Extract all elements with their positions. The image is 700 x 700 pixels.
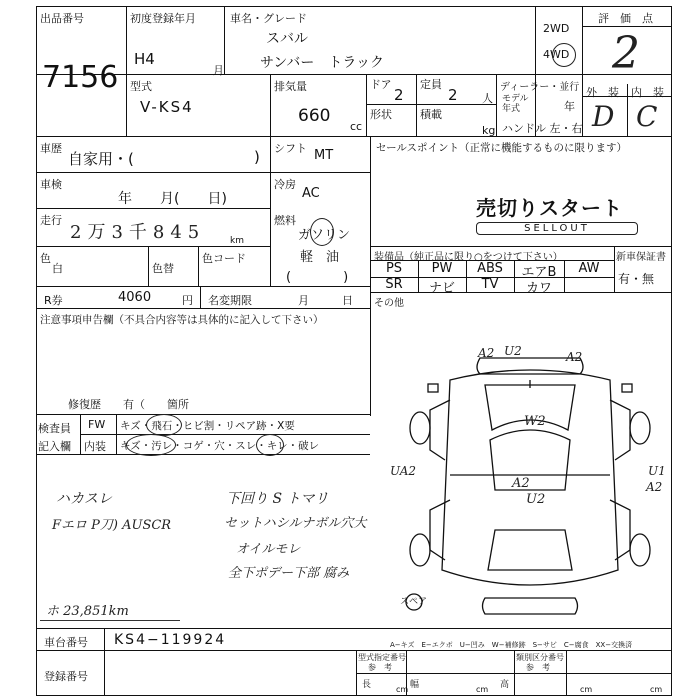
equipment-label: 装備品（純正品に限り○をつけて下さい） (374, 252, 563, 263)
chassis-value: KS4−119924 (114, 632, 227, 648)
interior-label: 内 装 (631, 86, 664, 99)
other-label: その他 (374, 298, 404, 309)
interior-wear-circle (256, 434, 284, 456)
diagram-mark-a2-front-left: A2 (478, 346, 495, 360)
damage-legend: A−キズ E−エクボ U−凹み W−補修跡 S−サビ C−腐食 XX−交換済 (390, 641, 633, 649)
car-damage-diagram (390, 340, 670, 625)
ref-label-2: 参 考 (526, 663, 550, 672)
lot-number: 7156 (42, 60, 119, 95)
handwritten-note-1: ハカスレ (56, 491, 112, 507)
height-label: 高 (500, 680, 510, 690)
notes-label: 注意事項申告欄（不具合内容等は具体的に記入して下さい） (40, 314, 324, 326)
equipment-ps: PS (385, 261, 403, 276)
capacity-label: 定員 (420, 78, 442, 91)
fuel-diesel: 軽 油 (300, 250, 340, 265)
capacity-value: 2 (448, 86, 458, 104)
warranty-value: 有・無 (618, 272, 655, 286)
sellout-stamp-main: 売切りスタート (476, 196, 623, 220)
displacement-unit: cc (350, 120, 363, 133)
displacement-label: 排気量 (274, 80, 307, 93)
yen-unit: 円 (182, 294, 193, 307)
interior-items: キズ・汚レ・コゲ・穴・スレ・キレ・破レ (120, 440, 320, 452)
drive-2wd: 2WD (543, 22, 570, 35)
equipment-abs: ABS (477, 261, 503, 276)
exterior-grade: D (592, 100, 615, 133)
diagram-mark-u2-front: U2 (504, 344, 522, 358)
handle-label: ハンドル 左・右 (502, 122, 583, 135)
car-maker: スバル (266, 31, 308, 47)
diagram-mark-u1-right: U1 (648, 464, 666, 478)
chassis-label: 車台番号 (44, 636, 88, 649)
displacement-value: 660 (298, 106, 331, 126)
r-ticket-value: 4060 (118, 290, 152, 305)
diagram-mark-a2-right: A2 (646, 480, 663, 494)
length-unit: cm (396, 685, 409, 694)
fuel-gasoline-circle (310, 218, 334, 246)
repair-history-label: 修復歴 有（ 箇所 (68, 398, 189, 411)
score-value: 2 (612, 28, 640, 79)
extra-unit: cm (650, 685, 663, 694)
equipment-aw: AW (578, 261, 600, 276)
load-label: 積載 (420, 108, 442, 121)
interior-row-label: 内装 (84, 440, 106, 453)
shape-label: 形状 (370, 108, 392, 121)
handwritten-underline (40, 620, 180, 621)
warranty-label: 新車保証書 (616, 252, 666, 263)
car-model-name: サンバー トラック (260, 55, 385, 71)
handwritten-note-6: 全下ポデー下部 腐み (228, 566, 350, 581)
fw-label: FW (88, 418, 106, 431)
color-label: 色 (40, 252, 51, 265)
repaint-label: 色替 (152, 262, 174, 275)
mileage-value: 2万3千845 (70, 222, 206, 243)
fw-items: キズ・飛石・ヒビ割・リペア跡・X要 (120, 420, 295, 432)
inspection-label: 車検 (40, 178, 62, 191)
handwritten-note-3: 下回り S トマリ (226, 491, 329, 507)
sellout-stamp (476, 192, 646, 236)
name-grade-label: 車名・グレード (230, 12, 307, 25)
sales-point-label: セールスポイント（正常に機能するものに限ります） (376, 142, 628, 154)
sellout-stamp-sub: SELLOUT (476, 222, 638, 235)
r-ticket-label: R券 (44, 294, 63, 307)
name-change-value: 月 日 (298, 294, 353, 307)
fuel-gasoline: ガソリン (298, 228, 351, 243)
mileage-unit: km (230, 236, 244, 246)
ac-value: AC (302, 186, 320, 201)
diagram-mark-w2-hood: W2 (524, 414, 546, 429)
fw-scratch-circle (146, 414, 182, 436)
mileage-label: 走行 (40, 214, 62, 227)
exterior-label: 外 装 (586, 86, 619, 99)
height-unit: cm (580, 685, 593, 694)
year-unit: 年 (564, 100, 575, 113)
equipment-navi: ナビ (428, 281, 455, 296)
handwritten-note-5: オイルモレ (236, 542, 301, 557)
interior-grade: C (636, 100, 658, 133)
color-white: 白 (52, 262, 63, 275)
diagram-mark-a2-front-right: A2 (566, 350, 583, 364)
doors-value: 2 (394, 86, 404, 104)
doors-label: ドア (370, 78, 392, 91)
history-label: 車歴 (40, 142, 62, 155)
name-change-label: 名変期限 (208, 294, 252, 307)
first-registration-year: H4 (134, 50, 155, 68)
model-year-label: モデル 年式 (502, 94, 529, 114)
history-close: ) (254, 148, 260, 166)
width-label: 幅 (410, 680, 420, 690)
equipment-leather: カワ (525, 281, 552, 296)
load-unit: kg (482, 124, 496, 137)
ref-label-1: 参 考 (368, 663, 392, 672)
entry-label: 記入欄 (38, 440, 71, 453)
inspector-label: 検査員 (38, 422, 71, 435)
capacity-unit: 人 (482, 92, 493, 105)
equipment-tv: TV (481, 277, 499, 292)
history-value: 自家用・( (68, 150, 134, 168)
length-label: 長 (362, 680, 372, 690)
diagram-mark-a2-center: A2 (512, 476, 530, 491)
type-label: 型式 (130, 80, 152, 93)
registration-label: 登録番号 (44, 670, 88, 683)
drive-4wd-circle (552, 43, 576, 67)
diagram-mark-ua2-left: UA2 (390, 464, 417, 478)
equipment-pw: PW (431, 261, 453, 276)
fuel-other: ( ) (286, 270, 349, 285)
shift-value: MT (314, 148, 334, 163)
spare-label: スペア (400, 597, 428, 607)
color-code-label: 色コード (202, 252, 246, 265)
width-unit: cm (476, 685, 489, 694)
dealer-label: ディーラー・並行 (500, 82, 580, 93)
fuel-label: 燃料 (274, 214, 296, 227)
equipment-sr: SR (385, 277, 403, 292)
inspection-value: 年 月( 日) (118, 191, 227, 207)
handwritten-note-4: セットハシルナボル穴大 (224, 516, 367, 531)
handwritten-note-7: ホ 23,851km (46, 604, 129, 619)
handwritten-note-2: Fエロ P刀) AUSCR (52, 518, 172, 533)
model-designation-label: 型式指定番号 (358, 653, 406, 662)
month-unit: 月 (213, 64, 224, 77)
category-label: 類別区分番号 (516, 653, 564, 662)
type-value: V-KS4 (140, 98, 194, 116)
equipment-airbag: エアB (521, 265, 557, 280)
drive-4wd: 4WD (543, 48, 570, 61)
lot-number-label: 出品番号 (40, 12, 84, 25)
score-label: 評 価 点 (598, 12, 653, 25)
ac-label: 冷房 (274, 178, 296, 191)
diagram-mark-u2-center: U2 (526, 492, 546, 507)
first-registration-label: 初度登録年月 (130, 12, 196, 25)
interior-scratch-circle (126, 434, 176, 456)
shift-label: シフト (274, 142, 307, 155)
